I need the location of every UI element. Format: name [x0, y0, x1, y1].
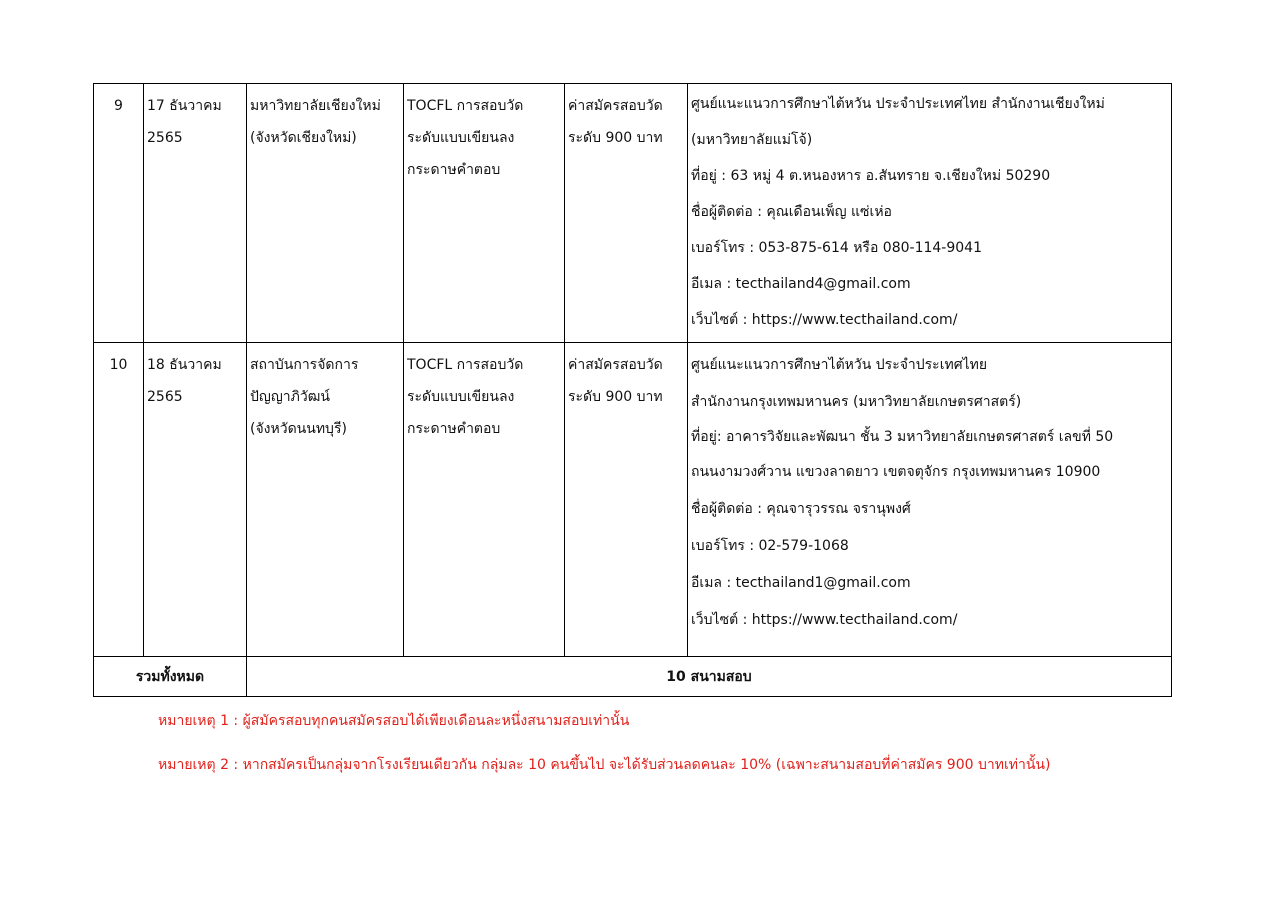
date-line: 2565 [147, 130, 183, 146]
test-type-line: TOCFL การสอบวัด [407, 98, 524, 114]
phone-line: เบอร์โทร : 053-875-614 หรือ 080-114-9041 [691, 240, 982, 256]
contact-person-line: ชื่อผู้ติดต่อ : คุณเดือนเพ็ญ แซ่เห่อ [691, 204, 892, 220]
contact-info-cell [688, 84, 1172, 343]
info-line: สำนักงานกรุงเทพมหานคร (มหาวิทยาลัยเกษตรศาสตร์) [691, 394, 1022, 410]
test-type-cell [404, 84, 565, 343]
address-line: ที่อยู่ : 63 หมู่ 4 ต.หนองหาร อ.สันทราย จ.เชียงใหม่ 50290 [691, 168, 1051, 184]
contact-person-line: ชื่อผู้ติดต่อ : คุณจารุวรรณ จรานุพงศ์ [691, 501, 911, 517]
test-type-line: ระดับแบบเขียนลง [407, 389, 515, 405]
test-type-line: ระดับแบบเขียนลง [407, 130, 515, 146]
venue-line: มหาวิทยาลัยเชียงใหม่ [250, 98, 381, 114]
test-type-cell [404, 343, 565, 657]
address-line: ที่อยู่: อาคารวิจัยและพัฒนา ชั้น 3 มหาวิทยาลัยเกษตรศาสตร์ เลขที่ 50 [691, 429, 1114, 445]
test-type-line: TOCFL การสอบวัด [407, 357, 524, 373]
table-row [94, 84, 1172, 343]
address-line: ถนนงามวงศ์วาน แขวงลาดยาว เขตจตุจักร กรุงเทพมหานคร 10900 [691, 464, 1101, 480]
fee-cell [565, 84, 688, 343]
website-line: เว็บไซต์ : https://www.tecthailand.com/ [691, 612, 958, 628]
total-value: 10 สนามสอบ [247, 657, 1172, 697]
info-line: (มหาวิทยาลัยแม่โจ้) [691, 132, 813, 148]
info-line: ศูนย์แนะแนวการศึกษาไต้หวัน ประจำประเทศไทย [691, 357, 988, 373]
venue-line: ปัญญาภิวัฒน์ [250, 389, 330, 405]
fee-cell [565, 343, 688, 657]
date-cell [144, 84, 247, 343]
website-line: เว็บไซต์ : https://www.tecthailand.com/ [691, 312, 958, 328]
fee-line: ระดับ 900 บาท [568, 130, 663, 146]
table-row [94, 343, 1172, 657]
note-1: หมายเหตุ 1 : ผู้สมัครสอบทุกคนสมัครสอบได้เพียงเดือนละหนึ่งสนามสอบเท่านั้น [158, 713, 630, 729]
note-2: หมายเหตุ 2 : หากสมัครเป็นกลุ่มจากโรงเรียนเดียวกัน กลุ่มละ 10 คนขึ้นไป จะได้รับส่วนลดคนละ 10% (เฉพาะสนามสอบที่ค่าสมัคร 900 บาทเท่านั้น) [158, 757, 1051, 773]
row-number-cell [94, 343, 144, 657]
venue-cell [247, 343, 404, 657]
venue-line: สถาบันการจัดการ [250, 357, 359, 373]
venue-line: (จังหวัดนนทบุรี) [250, 421, 347, 437]
exam-venue-table [93, 83, 1172, 697]
contact-info-cell [688, 343, 1172, 657]
date-line: 17 ธันวาคม [147, 98, 222, 114]
fee-line: ระดับ 900 บาท [568, 389, 663, 405]
info-line: ศูนย์แนะแนวการศึกษาไต้หวัน ประจำประเทศไทย สำนักงานเชียงใหม่ [691, 96, 1105, 112]
row-number: 9 [114, 98, 123, 114]
date-line: 2565 [147, 389, 183, 405]
email-line: อีเมล : tecthailand4@gmail.com [691, 276, 911, 292]
test-type-line: กระดาษคำตอบ [407, 421, 501, 437]
row-number: 10 [109, 357, 128, 373]
date-cell [144, 343, 247, 657]
row-number-cell [94, 84, 144, 343]
fee-line: ค่าสมัครสอบวัด [568, 98, 663, 114]
venue-line: (จังหวัดเชียงใหม่) [250, 130, 357, 146]
test-type-line: กระดาษคำตอบ [407, 162, 501, 178]
phone-line: เบอร์โทร : 02-579-1068 [691, 538, 849, 554]
date-line: 18 ธันวาคม [147, 357, 222, 373]
total-row [94, 657, 1172, 697]
total-label: รวมทั้งหมด [94, 657, 247, 697]
venue-cell [247, 84, 404, 343]
email-line: อีเมล : tecthailand1@gmail.com [691, 575, 911, 591]
fee-line: ค่าสมัครสอบวัด [568, 357, 663, 373]
